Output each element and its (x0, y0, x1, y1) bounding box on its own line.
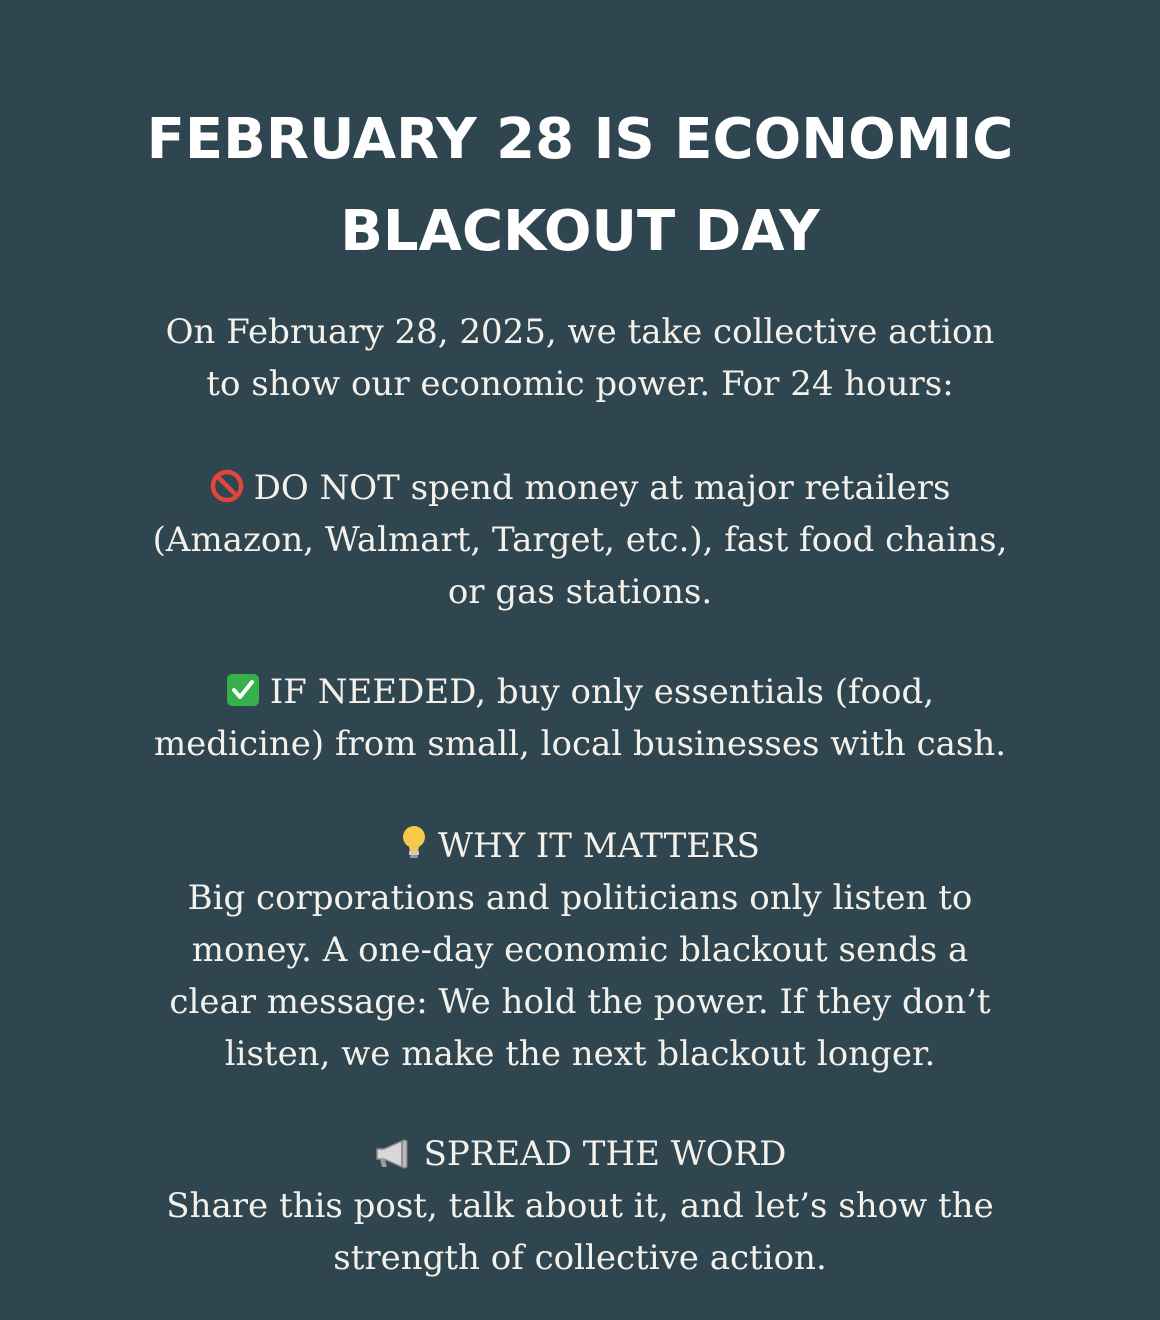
light-bulb-icon (400, 825, 428, 861)
if-needed-paragraph (0, 666, 1160, 770)
why-heading: WHY IT MATTERS (438, 826, 760, 866)
check-mark-icon (226, 673, 260, 707)
intro-line-1: On February 28, 2025, we take collective action (165, 312, 995, 352)
headline-line-2: BLACKOUT DAY (340, 199, 820, 264)
why-line-4: listen, we make the next blackout longer. (224, 1034, 936, 1074)
spread-line-2: strength of collective action. (333, 1238, 827, 1278)
spread-heading-line (0, 1128, 1160, 1180)
do-not-line-1 (0, 462, 1160, 514)
spread-the-word-paragraph (0, 1128, 1160, 1284)
why-line-3: clear message: We hold the power. If they don’t (169, 982, 991, 1022)
megaphone-icon (374, 1137, 414, 1169)
headline (0, 94, 1160, 278)
do-not-text: DO NOT spend money at major retailers (253, 468, 951, 508)
intro-line-2: to show our economic power. For 24 hours: (206, 364, 954, 404)
prohibited-icon (210, 469, 244, 503)
intro-paragraph (0, 306, 1160, 410)
do-not-line-2: (Amazon, Walmart, Target, etc.), fast food chains, (152, 520, 1008, 560)
headline-line-1: FEBRUARY 28 IS ECONOMIC (146, 107, 1014, 172)
why-line-2: money. A one-day economic blackout sends a (191, 930, 969, 970)
why-heading-line (0, 820, 1160, 872)
spread-heading: SPREAD THE WORD (423, 1134, 787, 1174)
do-not-paragraph (0, 462, 1160, 618)
if-needed-line-2: medicine) from small, local businesses with cash. (153, 724, 1007, 764)
why-line-1: Big corporations and politicians only listen to (187, 878, 973, 918)
do-not-line-3: or gas stations. (447, 572, 713, 612)
if-needed-text: IF NEEDED, buy only essentials (food, (269, 672, 935, 712)
spread-line-1: Share this post, talk about it, and let’s show the (166, 1186, 994, 1226)
why-it-matters-paragraph (0, 820, 1160, 1080)
if-needed-line-1 (0, 666, 1160, 718)
